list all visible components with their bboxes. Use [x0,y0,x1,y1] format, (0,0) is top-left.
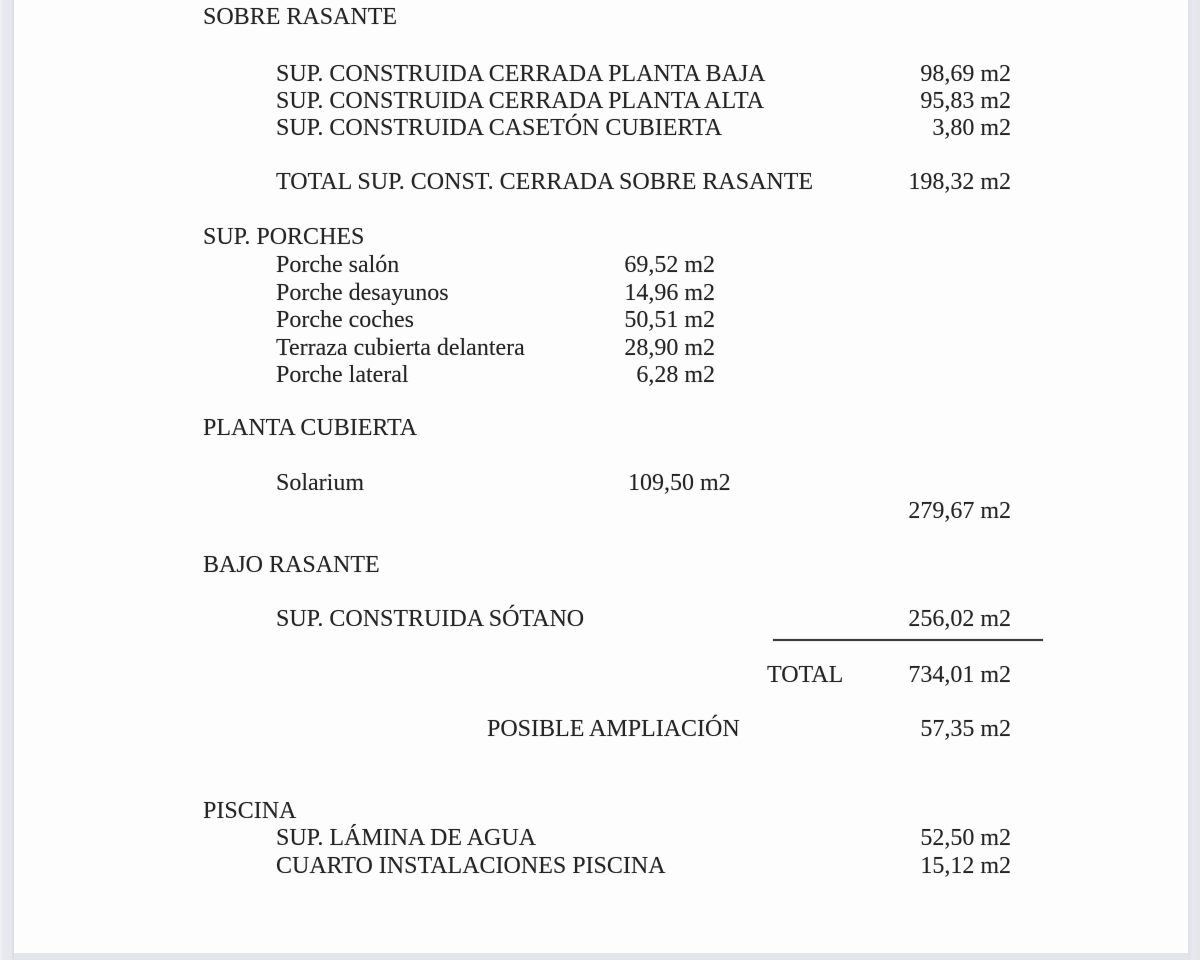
row-value: 95,83 m2 [920,88,1011,114]
area-row-porche-coches [0,307,1200,334]
area-row-planta-alta [0,88,1200,115]
row-label: SUP. CONSTRUIDA CASETÓN CUBIERTA [276,115,723,141]
row-label: SUP. LÁMINA DE AGUA [276,825,537,851]
row-label: SUP. CONSTRUIDA CERRADA PLANTA BAJA [276,61,766,87]
area-row-porche-lateral [0,362,1200,389]
section-heading-text: PISCINA [203,798,297,824]
row-label: CUARTO INSTALACIONES PISCINA [276,853,666,879]
area-row-porche-desayunos [0,280,1200,307]
section-heading-planta-cubierta [0,415,1200,442]
area-row-porche-salon [0,252,1200,279]
row-value: 15,12 m2 [920,853,1011,879]
row-label: Porche salón [276,252,400,278]
row-value: 69,52 m2 [624,252,715,278]
row-value: 50,51 m2 [624,307,715,333]
row-value: 109,50 m2 [628,470,731,496]
section-heading-piscina [0,798,1200,825]
area-row-cuarto-instalaciones [0,853,1200,880]
row-label: SUP. CONSTRUIDA CERRADA PLANTA ALTA [276,88,765,114]
section-heading-text: BAJO RASANTE [203,552,380,578]
row-value: 256,02 m2 [908,606,1011,632]
row-value: 52,50 m2 [920,825,1011,851]
total-label: TOTAL SUP. CONST. CERRADA SOBRE RASANTE [276,169,814,195]
subtotal-row-sobre-rasante [0,498,1200,525]
area-row-caseton-cubierta [0,115,1200,142]
section-heading-sobre-rasante [0,4,1200,31]
row-value: 14,96 m2 [624,280,715,306]
grand-total-row [0,662,1200,689]
row-value: 6,28 m2 [636,362,715,388]
section-heading-text: SUP. PORCHES [203,224,365,250]
area-row-lamina-agua [0,825,1200,852]
area-row-terraza-delantera [0,335,1200,362]
total-row-sobre-rasante [0,169,1200,196]
page-edge-bottom [14,953,1188,960]
section-heading-text: SOBRE RASANTE [203,4,398,30]
total-label: TOTAL [767,662,844,688]
subtotal-value: 279,67 m2 [908,498,1011,524]
expansion-value: 57,35 m2 [920,716,1011,742]
section-heading-text: PLANTA CUBIERTA [203,415,418,441]
row-label: Porche coches [276,307,414,333]
area-row-sotano [0,606,1200,633]
total-value: 734,01 m2 [908,662,1011,688]
area-row-planta-baja [0,61,1200,88]
section-heading-bajo-rasante [0,552,1200,579]
section-heading-sup-porches [0,224,1200,251]
expansion-label: POSIBLE AMPLIACIÓN [487,716,740,742]
expansion-row [0,716,1200,743]
row-value: 28,90 m2 [624,335,715,361]
total-value: 198,32 m2 [908,169,1011,195]
row-value: 98,69 m2 [920,61,1011,87]
row-label: Porche lateral [276,362,409,388]
row-label: Porche desayunos [276,280,449,306]
row-label: Terraza cubierta delantera [276,335,525,361]
row-label: SUP. CONSTRUIDA SÓTANO [276,606,585,632]
row-value: 3,80 m2 [932,115,1011,141]
area-row-solarium [0,470,1200,497]
row-label: Solarium [276,470,364,496]
total-divider-rule [773,639,1043,641]
